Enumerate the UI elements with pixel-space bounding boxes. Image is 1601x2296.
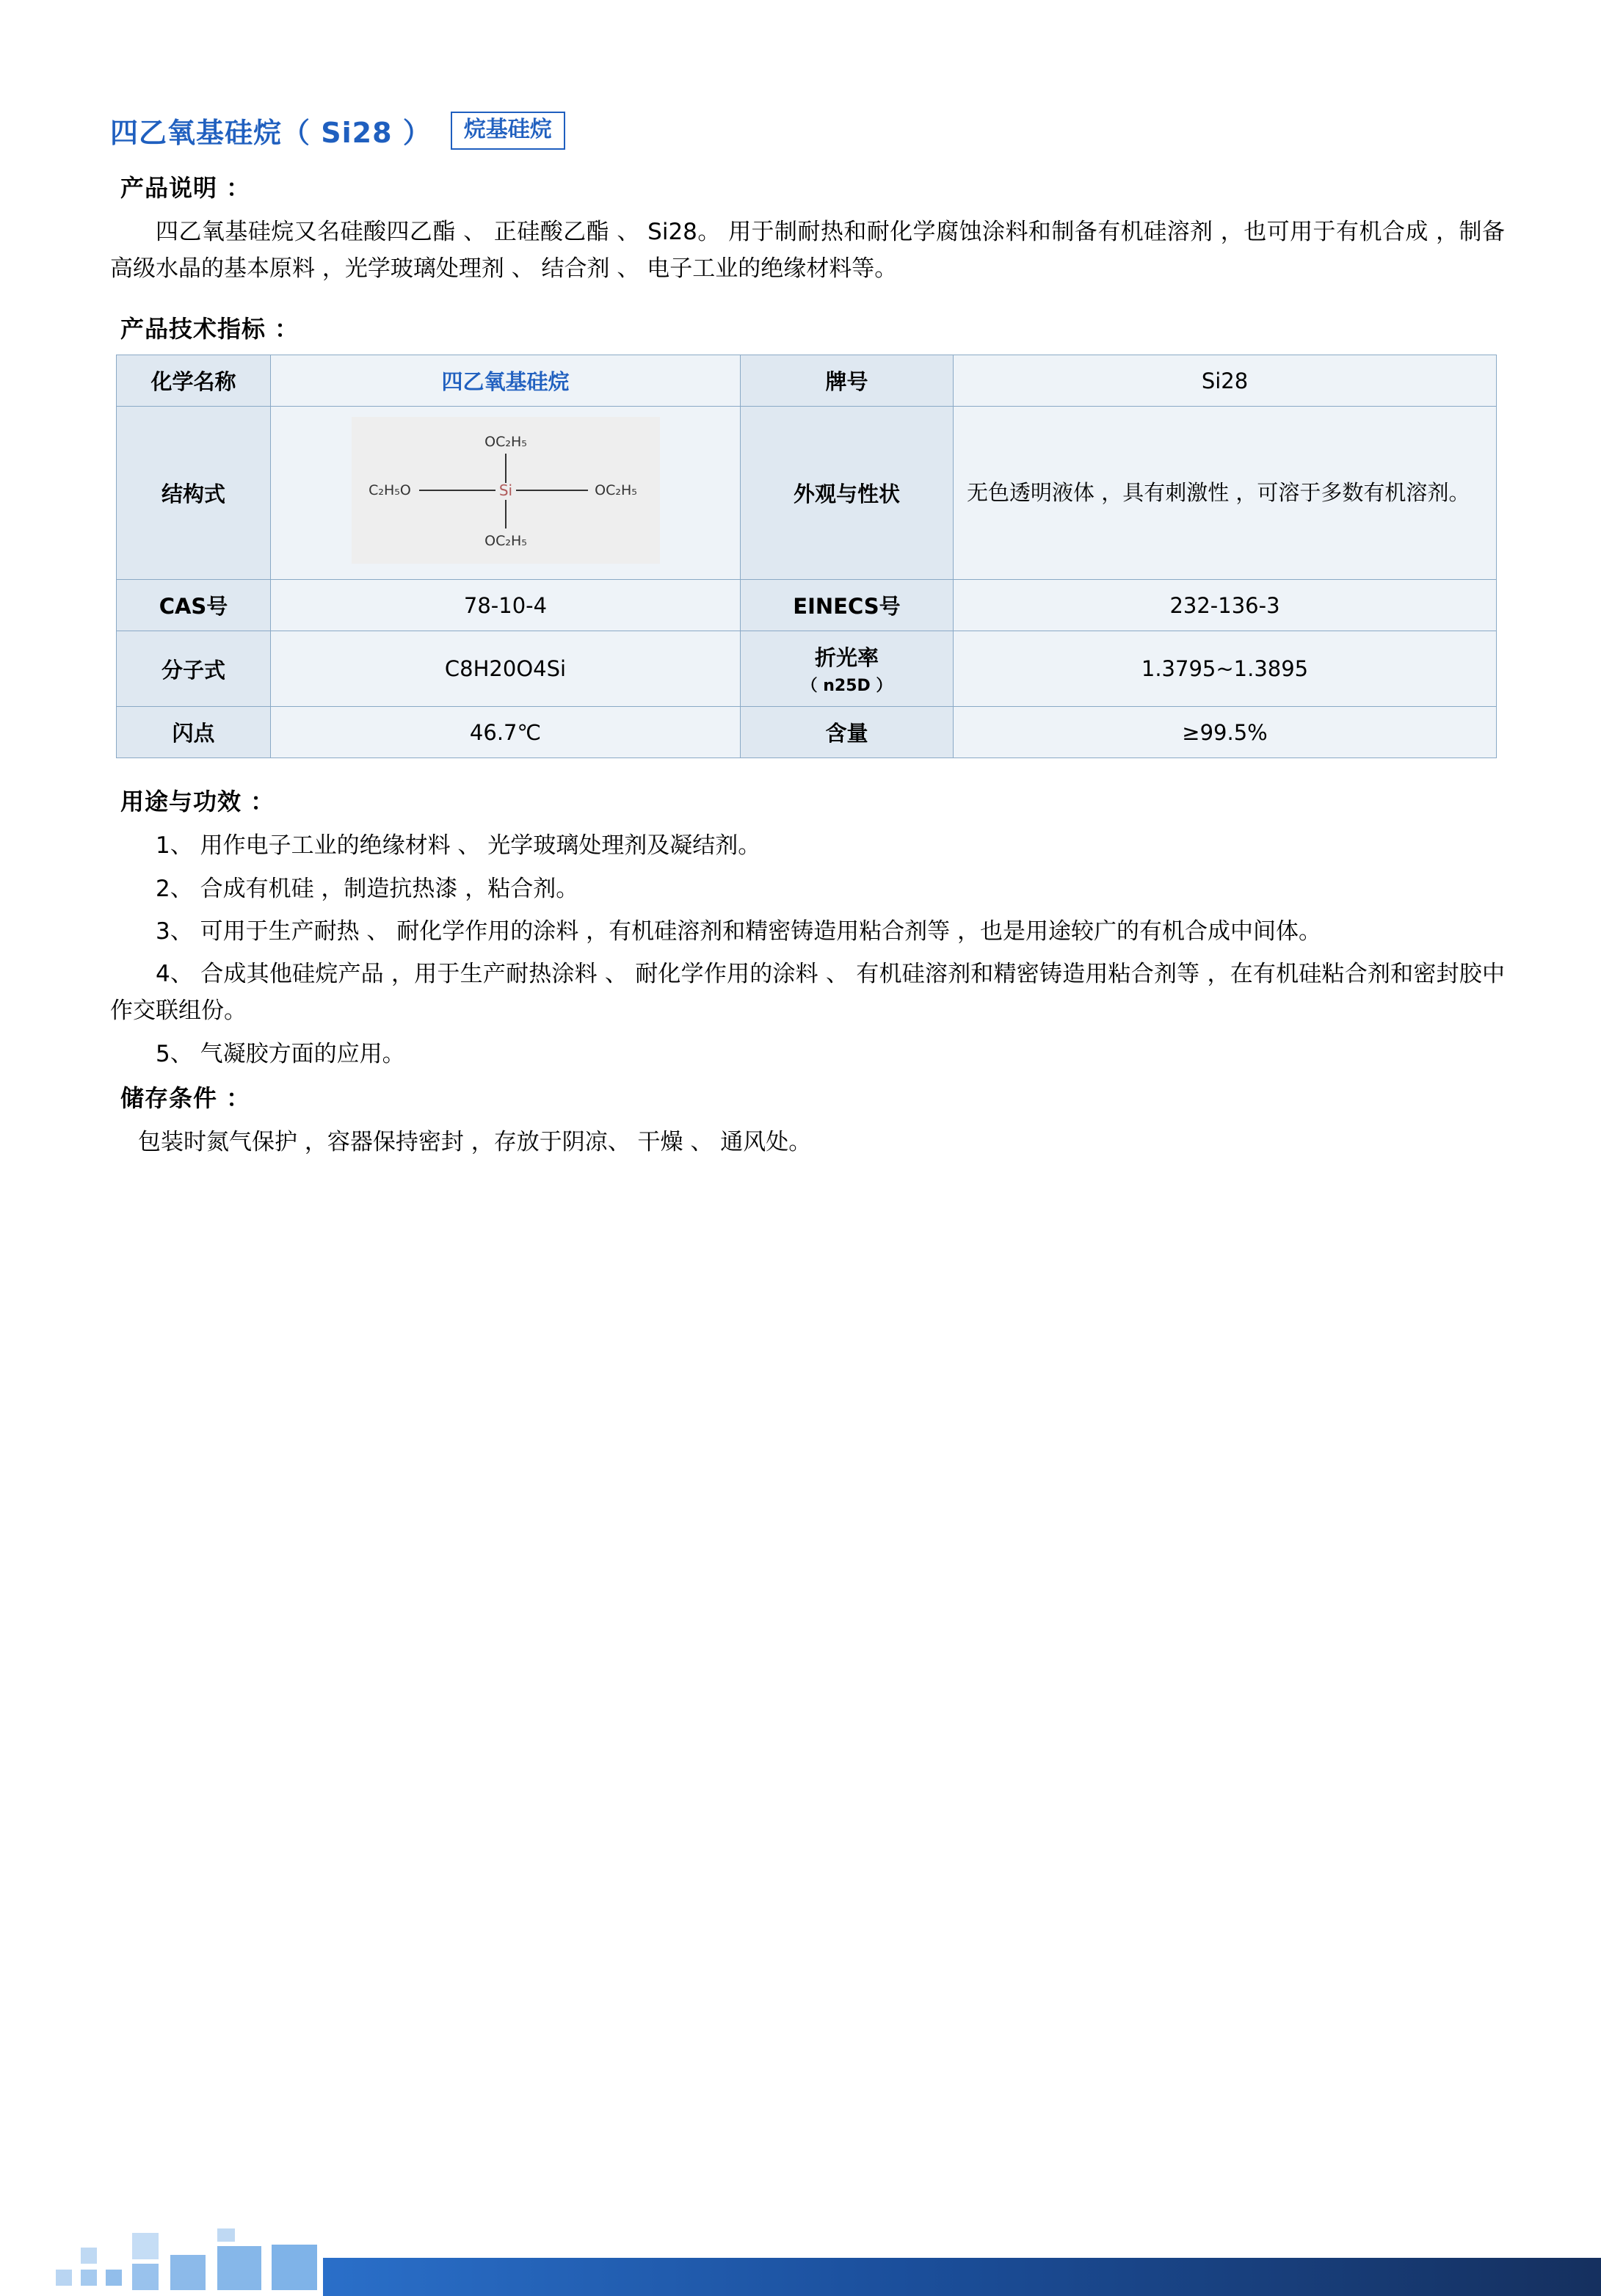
row-label-content: 含量 [741,707,954,758]
row-label-chemical-name: 化学名称 [117,355,271,407]
row-value-einecs: 232-136-3 [954,580,1497,631]
footer-square [132,2233,159,2259]
table-row [117,580,1497,631]
svg-text:C₂H₅O: C₂H₅O [368,482,411,499]
document-content [110,110,1505,1168]
row-label-flash-point: 闪点 [117,707,271,758]
row-value-cas: 78-10-4 [271,580,741,631]
storage-text: 包装时氮气保护 ，容器保持密封 ，存放于阴凉、 干燥 、 通风处。 [138,1128,812,1155]
refractive-index-sublabel: （ n25D ） [801,677,893,696]
table-row [117,355,1497,407]
footer-square [81,2248,97,2264]
row-value-formula: C8H20O4Si [271,631,741,707]
footer-square [81,2270,97,2286]
uses-heading: 用途与功效 ： [120,788,275,816]
svg-text:Si: Si [498,482,512,500]
row-label-structure: 结构式 [117,407,271,580]
row-label-cas: CAS号 [117,580,271,631]
svg-text:OC₂H₅: OC₂H₅ [484,533,527,550]
row-value-grade: Si28 [954,355,1497,407]
row-label-grade: 牌号 [741,355,954,407]
spec-table [116,355,1497,758]
list-item: 1、 用作电子工业的绝缘材料 、 光学玻璃处理剂及凝结剂。 [156,832,761,860]
footer-square [272,2245,317,2290]
refractive-index-label: 折光率 [814,645,879,671]
structure-diagram [352,417,660,564]
footer-square [170,2255,206,2290]
row-value-content: ≥99.5% [954,707,1497,758]
description-text: 四乙氧基硅烷又名硅酸四乙酯 、 正硅酸乙酯 、 Si28。 用于制耐热和耐化学腐蚀涂料和制备有机硅溶剂 ，也可用于有机合成 ，制备高级水晶的基本原料 ，光学玻璃处理剂 、 结合剂 、 电子工业的绝缘材料等。 [110,219,1505,283]
svg-text:OC₂H₅: OC₂H₅ [484,434,527,451]
spec-heading: 产品技术指标 ： [120,315,299,344]
footer-square [132,2264,159,2290]
list-item: 3、 可用于生产耐热 、 耐化学作用的涂料 ，有机硅溶剂和精密铸造用粘合剂等 ，也是用途较广的有机合成中间体。 [156,918,1321,945]
footer-decoration [0,2226,1601,2296]
row-label-einecs: EINECS号 [741,580,954,631]
row-label-formula: 分子式 [117,631,271,707]
footer-square [217,2246,261,2290]
description-heading: 产品说明 ： [120,174,251,202]
footer-square [217,2228,235,2242]
footer-square [106,2270,122,2286]
table-row [117,631,1497,707]
row-label-appearance: 外观与性状 [741,407,954,580]
product-title: 四乙氧基硅烷（ Si28 ） [110,117,432,149]
row-label-refractive-index [741,631,954,707]
table-row [117,707,1497,758]
footer-gradient-bar [323,2258,1601,2296]
row-value-appearance: 无色透明液体 ，具有刺激性 ，可溶于多数有机溶剂。 [954,407,1497,580]
list-item: 2、 合成有机硅 ，制造抗热漆 ，粘合剂。 [156,875,579,902]
page-title [110,110,1505,150]
footer-square [56,2270,72,2286]
svg-text:OC₂H₅: OC₂H₅ [594,482,637,499]
row-value-chemical-name: 四乙氧基硅烷 [271,355,741,407]
list-item: 4、 合成其他硅烷产品 ，用于生产耐热涂料 、 耐化学作用的涂料 、 有机硅溶剂和精密铸造用粘合剂等 ，在有机硅粘合剂和密封胶中作交联组份。 [110,961,1505,1025]
product-category-tag: 烷基硅烷 [451,112,565,150]
row-value-refractive-index: 1.3795~1.3895 [954,631,1497,707]
structure-formula-cell [271,407,741,580]
list-item: 5、 气凝胶方面的应用。 [156,1040,405,1067]
row-value-flash-point: 46.7℃ [271,707,741,758]
table-row [117,407,1497,580]
storage-heading: 储存条件 ： [120,1083,251,1112]
